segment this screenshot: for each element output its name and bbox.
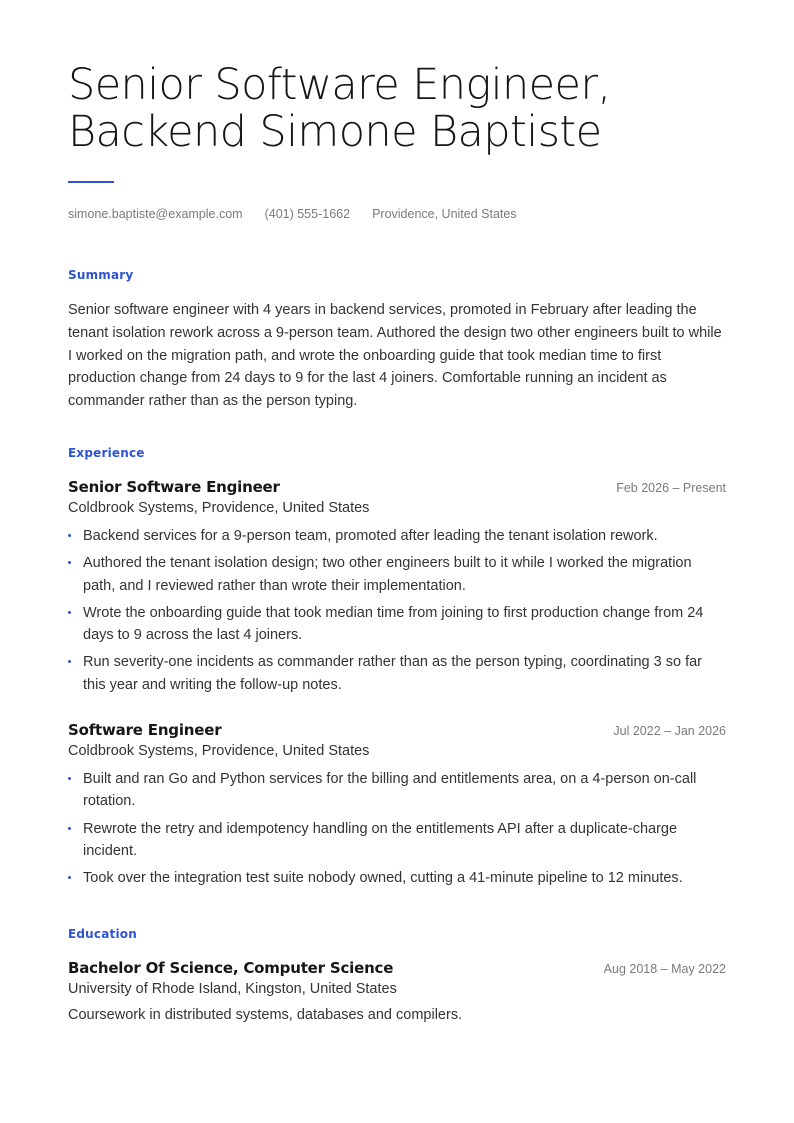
job-bullet-list xyxy=(68,768,726,889)
bullet-dot-icon xyxy=(68,827,71,830)
job-dates: Feb 2026 – Present xyxy=(616,481,726,495)
school-name: University of Rhode Island, Kingston, United States xyxy=(68,981,397,997)
degree-title: Bachelor Of Science, Computer Science xyxy=(68,959,394,977)
contact-phone[interactable]: (401) 555-1662 xyxy=(264,207,351,221)
contact-line xyxy=(68,207,517,221)
job-dates: Jul 2022 – Jan 2026 xyxy=(613,724,726,738)
experience-heading: Experience xyxy=(68,446,145,460)
job-bullet-text: Authored the tenant isolation design; two other engineers built to it while I worked the migration path, and I reviewed rather than wrote their implementation. xyxy=(83,555,692,594)
job-bullet xyxy=(68,818,726,863)
job-bullet-text: Rewrote the retry and idempotency handling on the entitlements API after a duplicate-charge incident. xyxy=(83,820,678,859)
education-header xyxy=(68,959,726,977)
education-heading: Education xyxy=(68,927,137,941)
job-bullet-text: Run severity-one incidents as commander rather than as the person typing, coordinating 3 so far this year and writing the follow-up notes. xyxy=(83,654,703,693)
contact-location: Providence, United States xyxy=(372,207,517,221)
bullet-dot-icon xyxy=(68,534,71,537)
bullet-dot-icon xyxy=(68,777,71,780)
job-bullet-text: Took over the integration test suite nobody owned, cutting a 41-minute pipeline to 12 minutes. xyxy=(83,870,683,887)
job-bullet-text: Backend services for a 9-person team, promoted after leading the tenant isolation rework. xyxy=(83,528,658,544)
job-organization: Coldbrook Systems, Providence, United States xyxy=(68,743,370,759)
job-bullet xyxy=(68,552,726,597)
job-bullet xyxy=(68,525,726,547)
job-bullet xyxy=(68,867,726,889)
education-dates: Aug 2018 – May 2022 xyxy=(603,962,726,976)
summary-text: Senior software engineer with 4 years in backend services, promoted in February after leading the tenant isolation rework across a 9-person team. Authored the design two other engineers built to while I worked on the migration path, and wrote the onboarding guide that took median time to first production change from 24 days to 9 for the last 4 joiners. Comfortable running an incident as commander rather than as the person typing. xyxy=(68,302,722,410)
contact-email[interactable]: simone.baptiste@example.com xyxy=(68,207,243,221)
resume-title: Senior Software Engineer, Backend Simone Baptiste xyxy=(68,60,611,157)
job-bullet xyxy=(68,651,726,696)
education-note: Coursework in distributed systems, databases and compilers. xyxy=(68,1007,463,1023)
job-title: Software Engineer xyxy=(68,721,222,739)
job-entry xyxy=(68,721,726,894)
bullet-dot-icon xyxy=(68,561,71,564)
job-header xyxy=(68,721,726,739)
accent-divider xyxy=(68,181,114,183)
bullet-dot-icon xyxy=(68,876,71,879)
bullet-dot-icon xyxy=(68,611,71,614)
job-organization: Coldbrook Systems, Providence, United States xyxy=(68,500,370,516)
summary-heading: Summary xyxy=(68,268,134,282)
bullet-dot-icon xyxy=(68,660,71,663)
job-entry xyxy=(68,478,726,701)
job-bullet xyxy=(68,768,726,813)
job-bullet xyxy=(68,602,726,647)
job-title: Senior Software Engineer xyxy=(68,478,280,496)
education-entry xyxy=(68,959,726,1023)
job-bullet-list xyxy=(68,525,726,696)
job-header xyxy=(68,478,726,496)
job-bullet-text: Built and ran Go and Python services for the billing and entitlements area, on a 4-person on-call rotation. xyxy=(83,771,697,810)
job-bullet-text: Wrote the onboarding guide that took median time from joining to first production change from 24 days to 9 across the last 4 joiners. xyxy=(83,604,704,644)
